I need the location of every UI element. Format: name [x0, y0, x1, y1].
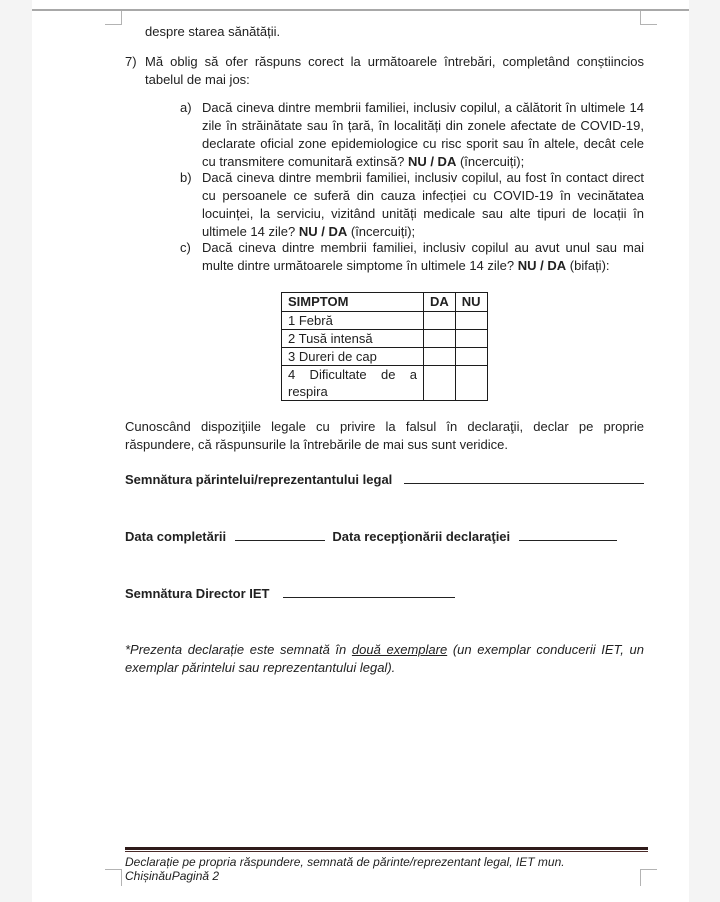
- table-row: [282, 348, 488, 366]
- list-marker-7: 7): [125, 54, 137, 69]
- director-signature-label: Semnătura Director IET: [125, 586, 270, 601]
- da-check-cell[interactable]: [424, 366, 456, 401]
- date-completed-label: Data completării: [125, 529, 227, 544]
- list-marker-a: a): [180, 100, 192, 115]
- symptom-label: 1 Febră: [282, 312, 424, 330]
- da-check-cell[interactable]: [424, 312, 456, 330]
- column-header-nu: NU: [455, 293, 487, 312]
- margin-corner-mark-bottom-left: [105, 869, 122, 886]
- answer-instruction: (bifați):: [569, 258, 610, 273]
- nu-check-cell[interactable]: [455, 330, 487, 348]
- director-signature-line: [125, 585, 644, 603]
- symptom-table: [281, 292, 488, 401]
- footnote-underlined: două exemplare: [351, 642, 448, 657]
- date-completed-blank[interactable]: [235, 528, 325, 541]
- footnote-pre: *Prezenta declarație este semnată în: [125, 642, 347, 657]
- footnote-paragraph: [125, 641, 644, 677]
- dates-line: [125, 528, 644, 546]
- list-item-a: [180, 99, 644, 171]
- nu-check-cell[interactable]: [455, 366, 487, 401]
- question-text: Dacă cineva dintre membrii familiei, inclusiv copilul, au fost în contact direct cu persoanele ce suferă din cauza infecției cu COVID-19 în vecinătatea locuinței, la serviciu, vizitând unități medicale sau alte tipuri de locații în ultimele 14 zile?: [202, 170, 644, 239]
- date-received-label: Data recepţionării declaraţiei: [332, 529, 511, 544]
- right-page-gutter: [689, 0, 720, 902]
- nu-check-cell[interactable]: [455, 312, 487, 330]
- page-footer: [125, 855, 648, 883]
- list-marker-b: b): [180, 170, 192, 185]
- intro-paragraph: despre starea sănătății.: [145, 24, 281, 39]
- nu-check-cell[interactable]: [455, 348, 487, 366]
- answer-options: NU / DA: [407, 154, 457, 169]
- list-item-c: [180, 239, 644, 275]
- footer-line-2: ChișinăuPagină 2: [125, 869, 220, 883]
- answer-instruction: (încercuiți);: [459, 154, 525, 169]
- list-item-a-text: [202, 99, 644, 171]
- column-header-da: DA: [424, 293, 456, 312]
- list-item-7: [125, 53, 644, 89]
- answer-options: NU / DA: [298, 224, 348, 239]
- da-check-cell[interactable]: [424, 330, 456, 348]
- footnote-post: (un exemplar conducerii IET, un exemplar părintelui sau reprezentantului legal).: [125, 642, 644, 675]
- table-row: [282, 312, 488, 330]
- list-marker-c: c): [180, 240, 191, 255]
- list-item-7-text: Mă oblig să ofer răspuns corect la următoarele întrebări, completând conștiincios tabelul de mai jos:: [145, 54, 644, 87]
- list-item-b-text: [202, 169, 644, 241]
- table-row: [282, 366, 488, 401]
- left-page-gutter: [0, 0, 32, 902]
- answer-instruction: (încercuiți);: [350, 224, 416, 239]
- symptom-label: 2 Tusă intensă: [282, 330, 424, 348]
- footer-divider-rule: [125, 847, 648, 852]
- symptom-label: 3 Dureri de cap: [282, 348, 424, 366]
- declaration-paragraph: Cunoscând dispoziţiile legale cu privire la falsul în declaraţii, declar pe proprie răspundere, că răspunsurile la întrebările de mai sus sunt veridice.: [125, 419, 644, 452]
- page-break-line: [32, 9, 689, 11]
- parent-signature-line: [125, 471, 644, 489]
- da-check-cell[interactable]: [424, 348, 456, 366]
- list-item-c-text: [202, 239, 644, 275]
- parent-signature-blank[interactable]: [404, 471, 644, 484]
- margin-corner-mark-top-left: [105, 11, 122, 25]
- list-item-b: [180, 169, 644, 241]
- date-received-blank[interactable]: [519, 528, 617, 541]
- question-text: Dacă cineva dintre membrii familiei, inclusiv copilul au avut unul sau mai multe dintre următoarele simptome în ultimele 14 zile?: [202, 240, 644, 273]
- answer-options: NU / DA: [517, 258, 567, 273]
- director-signature-blank[interactable]: [283, 585, 455, 598]
- question-text: Dacă cineva dintre membrii familiei, inclusiv copilul, a călătorit în ultimele 14 zile în străinătate sau în țară, în localități din zonele afectate de COVID-19, declarate oficial zone epidemiologice cu risc sporit sau în altele, decât cele cu transmitere comunitară extinsă?: [202, 100, 644, 169]
- table-row: [282, 330, 488, 348]
- symptom-label: 4 Dificultate de a respira: [282, 366, 424, 401]
- column-header-simptom: SIMPTOM: [282, 293, 424, 312]
- footer-line-1: Declarație pe propria răspundere, semnată de părinte/reprezentant legal, IET mun.: [125, 855, 565, 869]
- table-header-row: [282, 293, 488, 312]
- parent-signature-label: Semnătura părintelui/reprezentantului legal: [125, 472, 393, 487]
